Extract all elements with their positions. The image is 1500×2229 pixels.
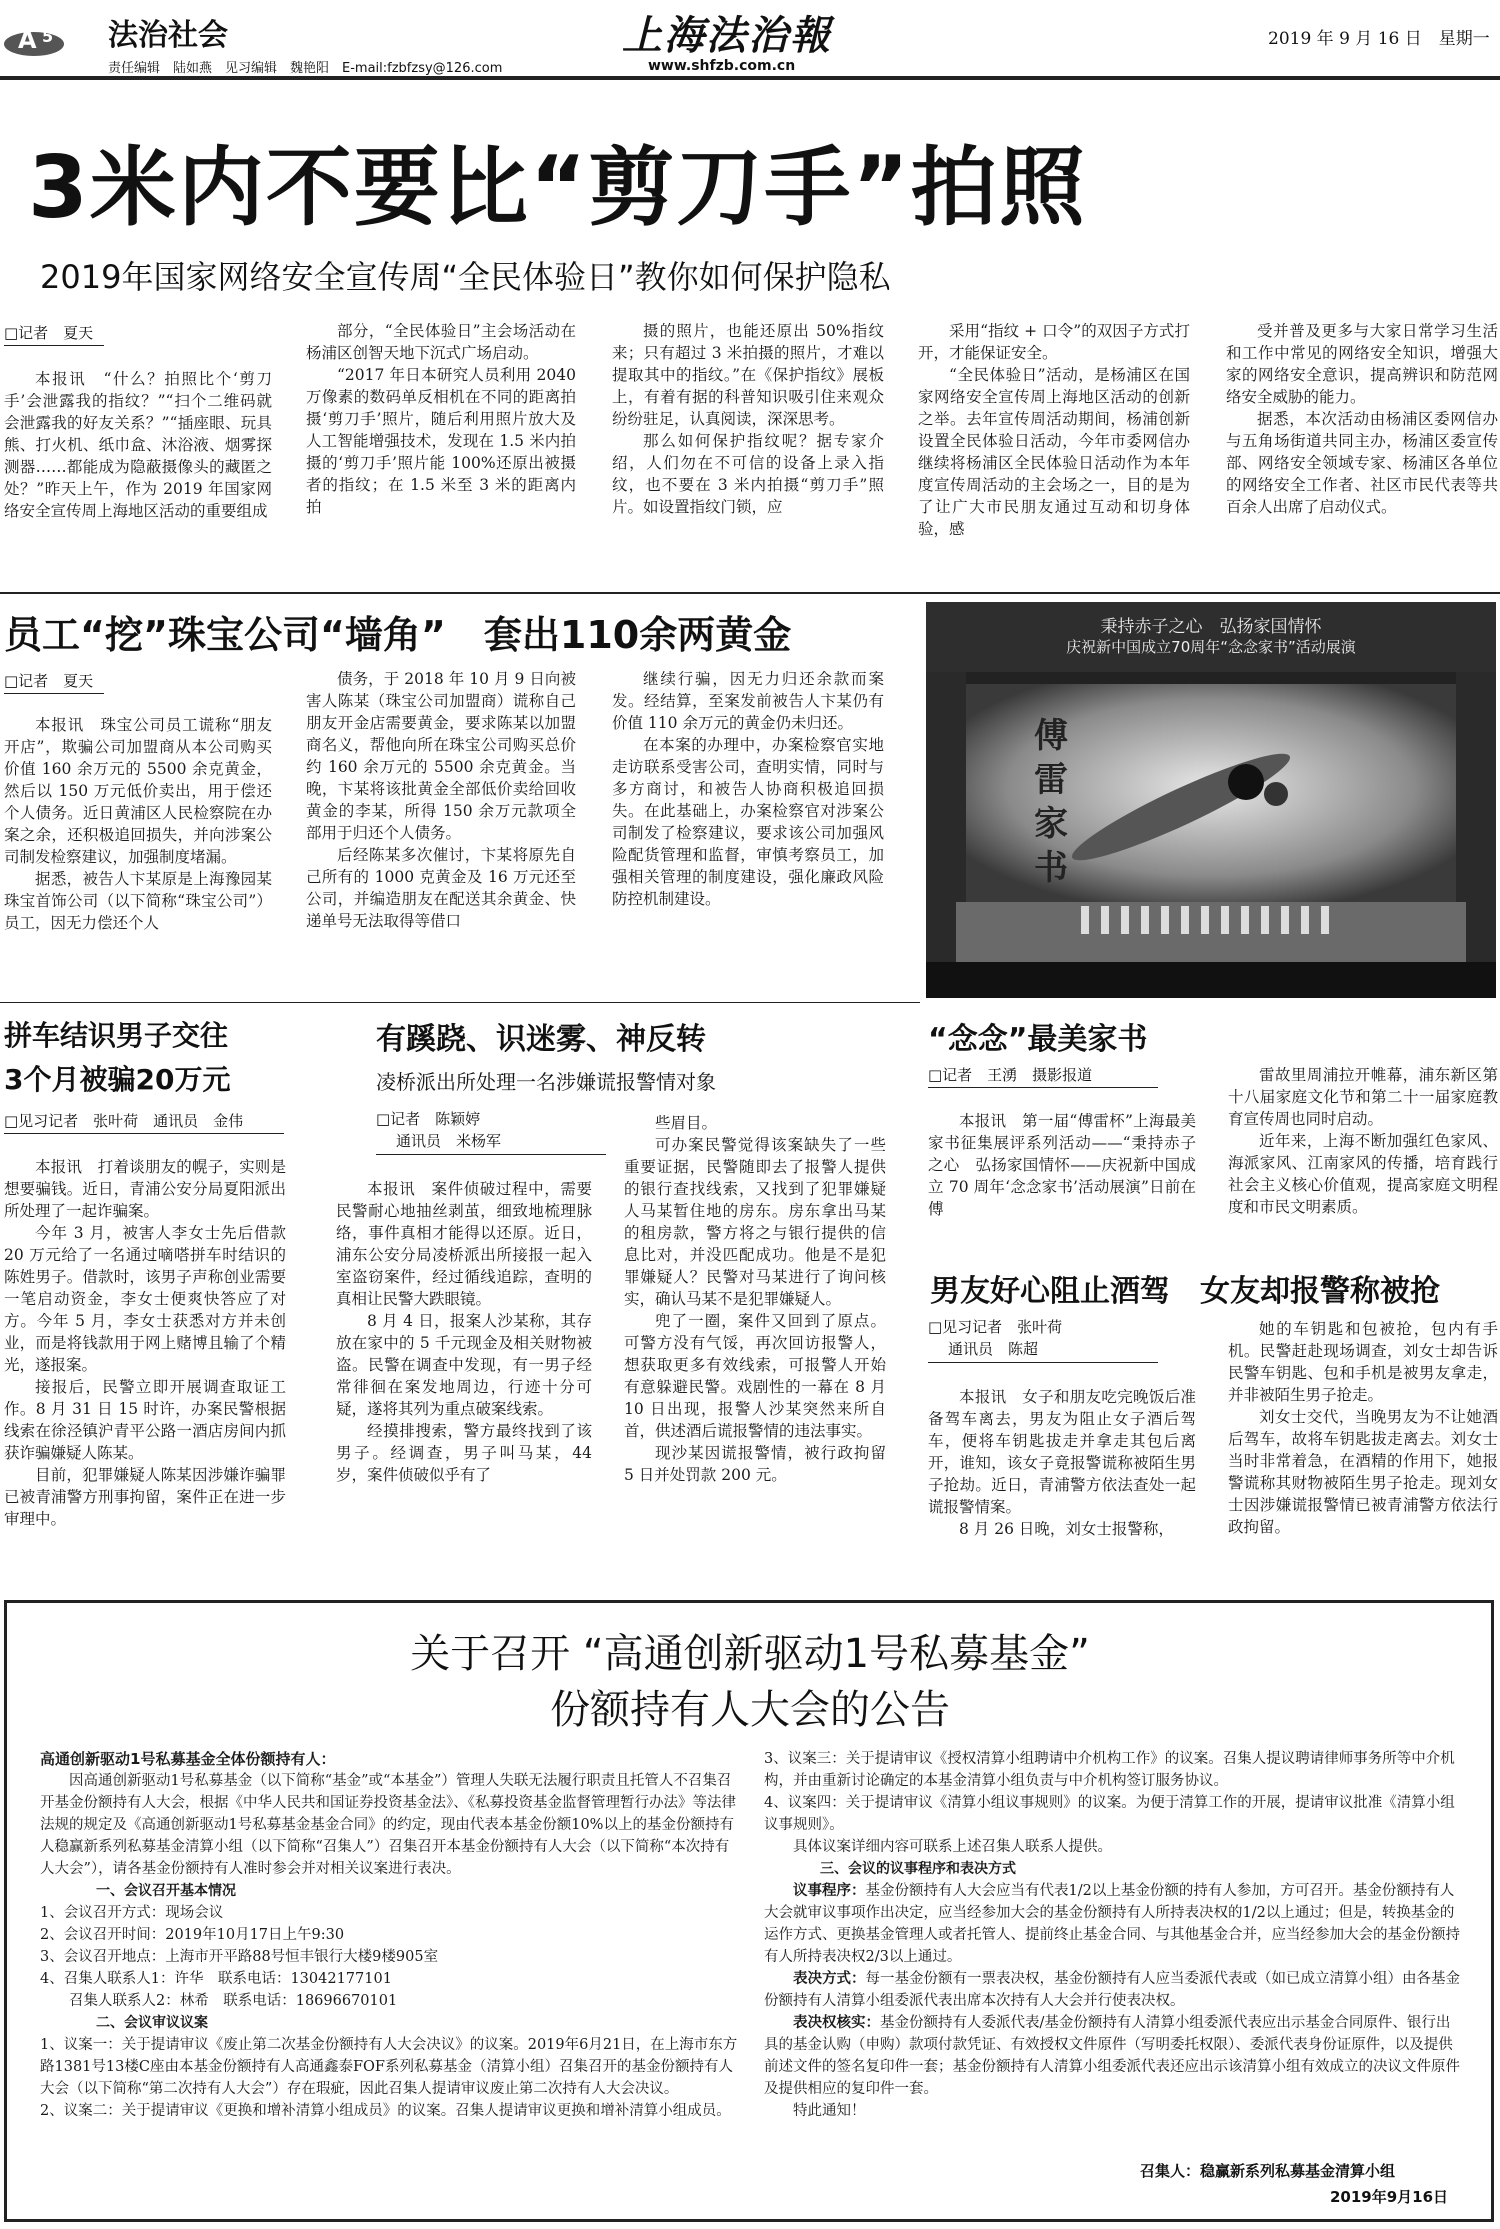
drunk-col-2-para-2: 刘女士交代，当晚男友为不让她酒后驾车，故将车钥匙拔走离去。刘女士当时非常着急，在酒精的作用下，她报警谎称其财物被陌生男子抢走。现刘女士因涉嫌谎报警情已被青浦警方依法行政拘留。 bbox=[1228, 1408, 1498, 1536]
notice-left-col bbox=[40, 1748, 740, 2122]
lead-col-4 bbox=[918, 320, 1190, 540]
lead-col-1 bbox=[4, 368, 272, 522]
gold-col-1 bbox=[4, 714, 272, 934]
notice-proposal-2: 2、议案二：关于提请审议《更换和增补清算小组成员》的议案。召集人提请审议更换和增补清算小组成员。 bbox=[40, 2103, 731, 2119]
site-url: www.shfzb.com.cn bbox=[648, 58, 796, 74]
lead-col-1-para-1: 本报讯 “什么？拍照比个‘剪刀手’会泄露我的指纹？”“扫个二维码就会泄露我的好友关系？”“插座眼、玩具熊、打火机、纸巾盒、沐浴液、烟雾探测器……都能成为隐蔽摄像头的藏匿之处？”昨天上午，作为 2019 年国家网络安全宣传周上海地区活动的重要组成 bbox=[4, 370, 272, 520]
fog-col-2-para-1: 些眉目。 bbox=[655, 1114, 718, 1132]
gold-byline: □记者 夏天 bbox=[4, 670, 104, 694]
notice-item-2: 2、会议召开时间：2019年10月17日上午9:30 bbox=[40, 1927, 345, 1943]
fog-col-2-para-4: 现沙某因谎报警情，被行政拘留 5 日并处罚款 200 元。 bbox=[624, 1444, 886, 1484]
gold-headline: 员工“挖”珠宝公司“墙角” 套出110余两黄金 bbox=[4, 613, 792, 657]
gold-col-3 bbox=[612, 668, 884, 910]
notice-proposal-4: 4、议案四：关于提请审议《清算小组议事规则》的议案。为便于清算工作的开展，提请审议批准《清算小组议事规则》。 bbox=[764, 1795, 1455, 1833]
drunk-byline-2: 通讯员 陈超 bbox=[948, 1340, 1039, 1358]
notice-intro: 因高通创新驱动1号私募基金（以下简称“基金”或“本基金”）管理人失联无法履行职责且托管人不召集召开基金份额持有人大会，根据《中华人民共和国证券投资基金法》、《私募投资基金监督管理暂行办法》等法律法规的规定及《高通创新驱动1号私募基金基金合同》的约定，现由代表本基金份额10%以上的基金份额持有人稳赢新系列私募基金清算小组（以下简称“召集人”）召集召开本基金份额持有人大会（以下简称“本次持有人大会”），请各基金份额持有人准时参会并对相关议案进行表决。 bbox=[40, 1773, 736, 1877]
notice-proposal-1: 1、议案一：关于提请审议《废止第二次基金份额持有人大会决议》的议案。2019年6月21日，在上海市东方路1381号13楼C座由本基金份额持有人高通鑫泰FOF系列私募基金（清算小组）召集召开的基金份额持有人大会（以下简称“第二次持有人大会”）存在瑕疵，因此召集人提请审议废止第二次持有人大会决议。 bbox=[40, 2037, 738, 2097]
lead-col-5-para-1: 受并普及更多与大家日常学习生活和工作中常见的网络安全知识，增强大家的网络安全意识，提高辨识和防范网络安全威胁的能力。 bbox=[1226, 322, 1498, 406]
letters-col-1-para-1: 本报讯 第一届“傅雷杯”上海最美家书征集展评系列活动——“秉持赤子之心 弘扬家国情怀——庆祝新中国成立 70 周年‘念念家书’活动展演”日前在傅 bbox=[928, 1112, 1196, 1218]
notice-sign-date: 2019年9月16日 bbox=[1330, 2188, 1449, 2206]
fog-col-1-para-3: 经摸排搜索，警方最终找到了该男子。经调查，男子叫马某，44 岁，案件侦破似乎有了 bbox=[336, 1422, 592, 1484]
drunk-col-2 bbox=[1228, 1318, 1498, 1538]
notice-section-2: 二、会议审议议案 bbox=[96, 2015, 208, 2031]
lead-col-3 bbox=[612, 320, 884, 518]
notice-cred-label: 表决权核实： bbox=[793, 2015, 880, 2031]
notice-cred: 基金份额持有人委派代表/基金份额持有人清算小组委派代表应出示基金合同原件、银行出具的基金认购（申购）款项付款凭证、有效授权文件原件（写明委托权限）、委派代表身份证原件，以及提供前述文件的签名复印件一套；基金份额持有人清算小组委派代表还应出示该清算小组有效成立的决议文件原件及提供相应的复印件一套。 bbox=[764, 2015, 1460, 2097]
gold-col-1-para-2: 据悉，被告人卞某原是上海豫园某珠宝首饰公司（以下简称“珠宝公司”）员工，因无力偿还个人 bbox=[4, 870, 272, 932]
gold-col-1-para-1: 本报讯 珠宝公司员工谎称“朋友开店”，欺骗公司加盟商从本公司购买价值 160 余万元的 5500 余克黄金，然后以 150 万元低价卖出，用于偿还个人债务。近日黄浦区人民检察院在办案之余，还积极追回损失，并向涉案公司制发检察建议，加强制度堵漏。 bbox=[4, 716, 272, 866]
notice-closing: 特此通知！ bbox=[793, 2103, 866, 2119]
fog-byline-1: □记者 陈颖婷 bbox=[376, 1110, 481, 1128]
notice-item-5: 召集人联系人2：林希 联系电话：18696670101 bbox=[40, 1993, 398, 2009]
mid-rule bbox=[0, 1002, 920, 1003]
notice-item-1: 1、会议召开方式：现场会议 bbox=[40, 1905, 224, 1921]
fog-subheadline: 凌桥派出所处理一名涉嫌谎报警情对象 bbox=[376, 1070, 716, 1094]
racing-col-1-para-4: 目前，犯罪嫌疑人陈某因涉嫌诈骗罪已被青浦警方刑事拘留，案件正在进一步审理中。 bbox=[4, 1466, 286, 1528]
page-badge bbox=[4, 18, 64, 56]
notice-contact: 具体议案详细内容可联系上述召集人联系人提供。 bbox=[793, 1839, 1112, 1855]
notice-salutation: 高通创新驱动1号私募基金全体份额持有人： bbox=[40, 1750, 336, 1768]
fog-byline bbox=[376, 1108, 606, 1155]
notice-section-3: 三、会议的议事程序和表决方式 bbox=[820, 1861, 1016, 1877]
fog-col-1-para-1: 本报讯 案件侦破过程中，需要民警耐心地抽丝剥茧，细致地梳理脉络，事件真相才能得以还原。近日，浦东公安分局凌桥派出所接报一起入室盗窃案件，经过循线追踪，查明的真相让民警大跌眼镜。 bbox=[336, 1180, 592, 1308]
section-title: 法治社会 bbox=[108, 18, 228, 53]
header-rule bbox=[0, 76, 1500, 80]
lead-col-2 bbox=[306, 320, 576, 518]
fog-col-1 bbox=[336, 1178, 592, 1486]
photo-screen-text: 傅雷家书 bbox=[1034, 716, 1068, 888]
drunk-headline: 男友好心阻止酒驾 女友却报警称被抢 bbox=[930, 1274, 1440, 1309]
lead-col-4-para-1: 采用“指纹 + 口令”的双因子方式打开，才能保证安全。 bbox=[918, 322, 1190, 362]
notice-item-4: 4、召集人联系人1：许华 联系电话：13042177101 bbox=[40, 1971, 392, 1987]
notice-vote-label: 表决方式： bbox=[793, 1971, 866, 1987]
letters-col-1 bbox=[928, 1110, 1196, 1220]
letters-col-2-para-2: 近年来，上海不断加强红色家风、海派家风、江南家风的传播，培育践行社会主义核心价值观，提高家庭文明程度和市民文明素质。 bbox=[1228, 1132, 1498, 1216]
svg-text:5: 5 bbox=[42, 27, 54, 46]
racing-byline: □见习记者 张叶荷 通讯员 金伟 bbox=[4, 1110, 284, 1134]
notice-item-3: 3、会议召开地点：上海市开平路88号恒丰银行大楼9楼905室 bbox=[40, 1949, 439, 1965]
racing-col-1 bbox=[4, 1156, 286, 1530]
fog-headline: 有蹊跷、识迷雾、神反转 bbox=[376, 1022, 706, 1057]
notice-title-2: 份额持有人大会的公告 bbox=[550, 1687, 950, 1733]
drunk-col-1-para-2: 8 月 26 日晚，刘女士报警称， bbox=[959, 1520, 1174, 1538]
fog-col-2-para-3: 兜了一圈，案件又回到了原点。可警方没有气馁，再次回访报警人，想获取更多有效线索，可报警人开始有意躲避民警。戏剧性的一幕在 8 月 10 日出现，报警人沙某突然来所自首，供述酒后谎报警情的违法事实。 bbox=[624, 1312, 886, 1440]
drunk-byline-1: □见习记者 张叶荷 bbox=[928, 1318, 1063, 1336]
gold-col-3-para-2: 在本案的办理中，办案检察官实地走访联系受害公司，查明实情，同时与多方商讨，和被告人协商积极追回损失。在此基础上，办案检察官对涉案公司制发了检察建议，要求该公司加强风险配货管理和监督，审慎考察员工，加强相关管理的制度建设，强化廉政风险防控机制建设。 bbox=[612, 736, 884, 908]
notice-vote: 每一基金份额有一票表决权，基金份额持有人应当委派代表或（如已成立清算小组）由各基金份额持有人清算小组委派代表出席本次持有人大会并行使表决权。 bbox=[764, 1971, 1460, 2009]
lead-col-3-para-2: 那么如何保护指纹呢？据专家介绍，人们勿在不可信的设备上录入指纹，也不要在 3 米内拍摄“剪刀手”照片。如设置指纹门锁，应 bbox=[612, 432, 884, 516]
notice-proc: 基金份额持有人大会应当有代表1/2以上基金份额的持有人参加，方可召开。基金份额持有人大会就审议事项作出决定，应当经参加大会的基金份额持有人所持表决权的1/2以上通过；但是，转换基金的运作方式、更换基金管理人或者托管人、提前终止基金合同、与其他基金合并，应当经参加大会的基金份额持有人所持表决权2/3以上通过。 bbox=[764, 1883, 1460, 1965]
photo-banner-line-1: 秉持赤子之心 弘扬家国情怀 bbox=[1100, 617, 1322, 637]
lead-col-2-para-1: 部分，“全民体验日”主会场活动在杨浦区创智天地下沉式广场启动。 bbox=[306, 322, 576, 362]
photo-performers bbox=[1076, 898, 1346, 938]
editors-line: 责任编辑 陆如燕 见习编辑 魏艳阳 E-mail:fzbfzsy@126.com bbox=[108, 61, 503, 76]
fog-col-1-para-2: 8 月 4 日，报案人沙某称，其存放在家中的 5 千元现金及相关财物被盗。民警在调查中发现，有一男子经常徘徊在案发地周边，行迹十分可疑，遂将其列为重点破案线索。 bbox=[336, 1312, 592, 1418]
notice-items-1 bbox=[40, 1902, 740, 2012]
masthead: 上海法治報 bbox=[622, 12, 832, 59]
racing-headline-1: 拼车结识男子交往 bbox=[4, 1019, 229, 1052]
photo-banner-line-2: 庆祝新中国成立70周年“念念家书”活动展演 bbox=[1066, 638, 1356, 656]
letters-col-2 bbox=[1228, 1064, 1498, 1218]
gold-col-2-para-1: 债务，于 2018 年 10 月 9 日向被害人陈某（珠宝公司加盟商）谎称自己朋友开金店需要黄金，要求陈某以加盟商名义，帮他向所在珠宝公司购买总价约 160 余万元的 5500 余克黄金。当晚，卞某将该批黄金全部低价卖给回收黄金的李某，所得 150 余万元款项全部用于归还个人债务。 bbox=[306, 670, 576, 842]
gold-col-3-para-1: 继续行骗，因无力归还余款而案发。经结算，至案发前被告人卞某仍有价值 110 余万元的黄金仍未归还。 bbox=[612, 670, 884, 732]
racing-col-1-para-2: 今年 3 月，被害人李女士先后借款 20 万元给了一名通过嘀嗒拼车时结识的陈姓男子。借款时，该男子声称创业需要一笔启动资金，李女士便爽快答应了对方。今年 5 月，李女士获悉对方并未创业，而是将钱款用于网上赌博且输了个精光，遂报案。 bbox=[4, 1224, 286, 1374]
letters-col-2-para-1: 雷故里周浦拉开帷幕，浦东新区第十八届家庭文化节和第二十一届家庭教育宣传周也同时启动。 bbox=[1228, 1066, 1498, 1128]
lead-col-3-para-1: 摄的照片，也能还原出 50%指纹来；只有超过 3 米拍摄的照片，才难以提取其中的指纹。”在《保护指纹》展板上，有着有据的科普知识吸引住来观众纷纷驻足，认真阅读，深深思考。 bbox=[612, 322, 884, 428]
notice-section-1: 一、会议召开基本情况 bbox=[96, 1883, 236, 1899]
fog-byline-2: 通讯员 米杨军 bbox=[396, 1132, 502, 1150]
fog-col-2 bbox=[624, 1112, 886, 1486]
drunk-col-2-para-1: 她的车钥匙和包被抢，包内有手机。民警赶赴现场调查，刘女士却告诉民警车钥匙、包和手机是被男友拿走，并非被陌生男子抢走。 bbox=[1228, 1320, 1498, 1404]
lead-col-5 bbox=[1226, 320, 1498, 518]
letters-byline: □记者 王湧 摄影报道 bbox=[928, 1064, 1158, 1088]
gold-col-2 bbox=[306, 668, 576, 932]
drunk-col-1-para-1: 本报讯 女子和朋友吃完晚饭后准备驾车离去，男友为阻止女子酒后驾车，便将车钥匙拔走并拿走其包后离开，谁知，该女子竟报警谎称被陌生男子抢劫。近日，青浦警方依法查处一起谎报警情案。 bbox=[928, 1388, 1196, 1516]
gold-col-2-para-2: 后经陈某多次催讨，卞某将原先自己所有的 1000 克黄金及 16 万元还至公司，并编造朋友在配送其余黄金、快递单号无法取得等借口 bbox=[306, 846, 576, 930]
lead-byline: □记者 夏天 bbox=[4, 322, 104, 346]
racing-col-1-para-3: 接报后，民警立即开展调查取证工作。8 月 31 日 15 时许，办案民警根据线索在徐泾镇沪青平公路一酒店房间内抓获诈骗嫌疑人陈某。 bbox=[4, 1378, 286, 1462]
notice-right-col bbox=[764, 1748, 1464, 2122]
lead-col-4-para-2: “全民体验日”活动，是杨浦区在国家网络安全宣传周上海地区活动的创新之举。去年宣传周活动期间，杨浦创新设置全民体验日活动，今年市委网信办继续将杨浦区全民体验日活动作为本年度宣传周活动的主会场之一，目的是为了让广大市民朋友通过互动和切身体验，感 bbox=[918, 366, 1190, 538]
lead-rule bbox=[0, 592, 1500, 594]
lead-col-5-para-2: 据悉，本次活动由杨浦区委网信办与五角场街道共同主办，杨浦区委宣传部、网络安全领域专家、杨浦区各单位的网络安全工作者、社区市民代表等共百余人出席了启动仪式。 bbox=[1226, 410, 1498, 516]
fog-col-2-para-2: 可办案民警觉得该案缺失了一些重要证据，民警随即去了报警人提供的银行查找线索，又找到了犯罪嫌疑人马某暂住地的房东。房东拿出马某的租房款，警方将之与银行提供的信息比对，并没匹配成功。他是不是犯罪嫌疑人？民警对马某进行了询问核实，确认马某不是犯罪嫌疑人。 bbox=[624, 1136, 886, 1308]
notice-proc-label: 议事程序： bbox=[793, 1883, 866, 1899]
letters-headline: “念念”最美家书 bbox=[928, 1022, 1148, 1057]
lead-col-2-para-2: “2017 年日本研究人员利用 2040 万像素的数码单反相机在不同的距离拍摄‘剪刀手’照片，随后利用照片放大及人工智能增强技术，发现在 1.5 米内拍摄的‘剪刀手’照片能 100%还原出被摄者的指纹；在 1.5 米至 3 米的距离内拍 bbox=[306, 366, 576, 516]
lead-subheadline: 2019年国家网络安全宣传周“全民体验日”教你如何保护隐私 bbox=[40, 258, 891, 296]
notice-signature: 召集人：稳赢新系列私募基金清算小组 bbox=[1140, 2162, 1396, 2180]
notice-proposal-3: 3、议案三：关于提请审议《授权清算小组聘请中介机构工作》的议案。召集人提议聘请律师事务所等中介机构，并由重新讨论确定的本基金清算小组负责与中介机构签订服务协议。 bbox=[764, 1751, 1455, 1789]
racing-col-1-para-1: 本报讯 打着谈朋友的幌子，实则是想要骗钱。近日，青浦公安分局夏阳派出所处理了一起诈骗案。 bbox=[4, 1158, 286, 1220]
svg-text:A: A bbox=[18, 26, 37, 54]
racing-headline-2: 3个月被骗20万元 bbox=[4, 1063, 231, 1096]
issue-date: 2019 年 9 月 16 日 星期一 bbox=[1268, 29, 1490, 49]
notice-title-1: 关于召开 “高通创新驱动1号私募基金” bbox=[410, 1631, 1090, 1677]
lead-headline: 3米内不要比“剪刀手”拍照 bbox=[28, 138, 1087, 238]
drunk-col-1 bbox=[928, 1386, 1196, 1540]
stage-photo bbox=[926, 602, 1496, 998]
drunk-byline bbox=[928, 1316, 1158, 1363]
